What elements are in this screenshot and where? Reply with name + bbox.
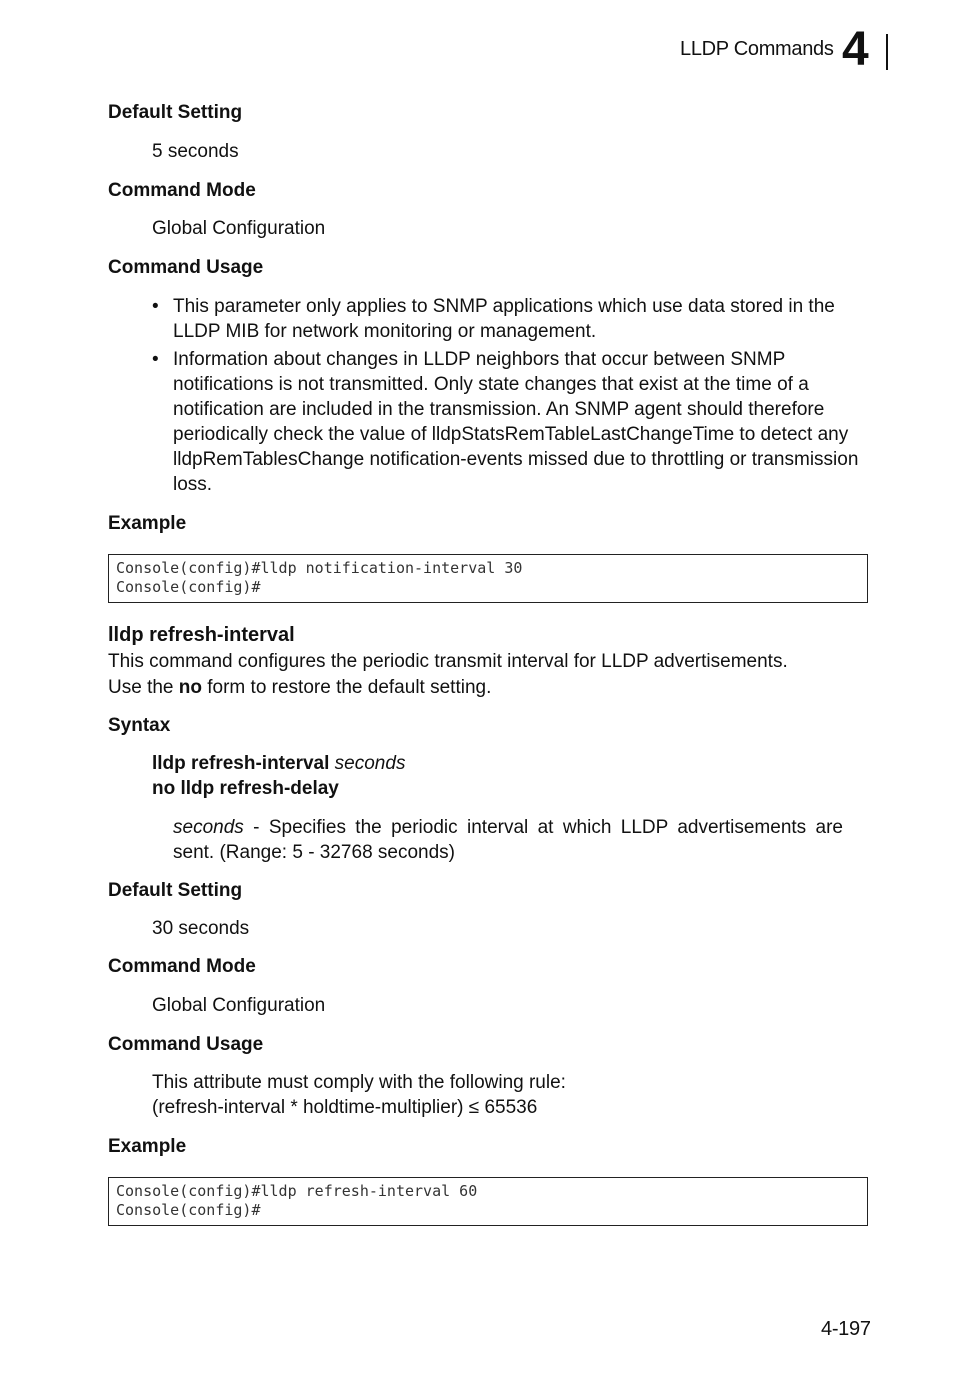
list-item: • Information about changes in LLDP neighbors that occur between SNMP notifications is not transmitted. Only state changes that exist at the time of a notification are included in the transmission. An SNMP agent should therefore periodically check the value of lldpStatsRemTableLastChangeTime to detect any lldpRemTablesChange notification-events missed due to throttling or transmission loss. [152,347,868,497]
default-setting-value-2: 30 seconds [152,918,250,939]
usage-rule-line: This attribute must comply with the following rule: [152,1072,566,1093]
description-line: This command configures the periodic transmit interval for LLDP advertisements. [108,651,788,672]
no-keyword: no [178,677,202,698]
code-line: Console(config)# [116,578,261,596]
list-item: • This parameter only applies to SNMP applications which use data stored in the LLDP MIB for network monitoring or management. [152,294,868,344]
code-line: Console(config)# [116,1201,261,1219]
syntax-param: seconds [334,753,406,774]
command-usage-heading: Command Usage [108,257,264,278]
default-setting-heading: Default Setting [108,102,243,123]
example-heading: Example [108,513,187,534]
command-mode-value: Global Configuration [152,218,326,239]
code-line: Console(config)#lldp notification-interval 30 [116,559,523,577]
running-header: LLDP Commands [680,38,834,60]
command-title: lldp refresh-interval [108,624,295,646]
usage-rule-formula: (refresh-interval * holdtime-multiplier) ≤ 65536 [152,1097,538,1118]
command-mode-value-2: Global Configuration [152,995,326,1016]
example-heading-2: Example [108,1136,187,1157]
command-description [108,649,868,701]
code-example-2 [108,1177,868,1226]
parameter-description: seconds - Specifies the periodic interval at which LLDP advertisements are sent. (Range: 5 - 32768 seconds) [173,817,843,863]
command-mode-heading-2: Command Mode [108,956,256,977]
command-usage-heading-2: Command Usage [108,1034,264,1055]
command-usage-list [152,294,868,500]
syntax-no-command: no lldp refresh-delay [152,778,339,799]
code-line: Console(config)#lldp refresh-interval 60 [116,1182,478,1200]
default-setting-heading-2: Default Setting [108,880,243,901]
syntax-command: lldp refresh-interval seconds [152,753,406,774]
chapter-number: 4 [842,23,869,76]
command-mode-heading: Command Mode [108,180,256,201]
syntax-heading: Syntax [108,715,171,736]
chapter-divider [886,34,888,70]
default-setting-value: 5 seconds [152,141,239,162]
code-example [108,554,868,603]
param-name: seconds [173,817,244,838]
page-number: 4-197 [821,1318,871,1340]
description-line-no-form: Use the no form to restore the default setting. [108,677,492,698]
